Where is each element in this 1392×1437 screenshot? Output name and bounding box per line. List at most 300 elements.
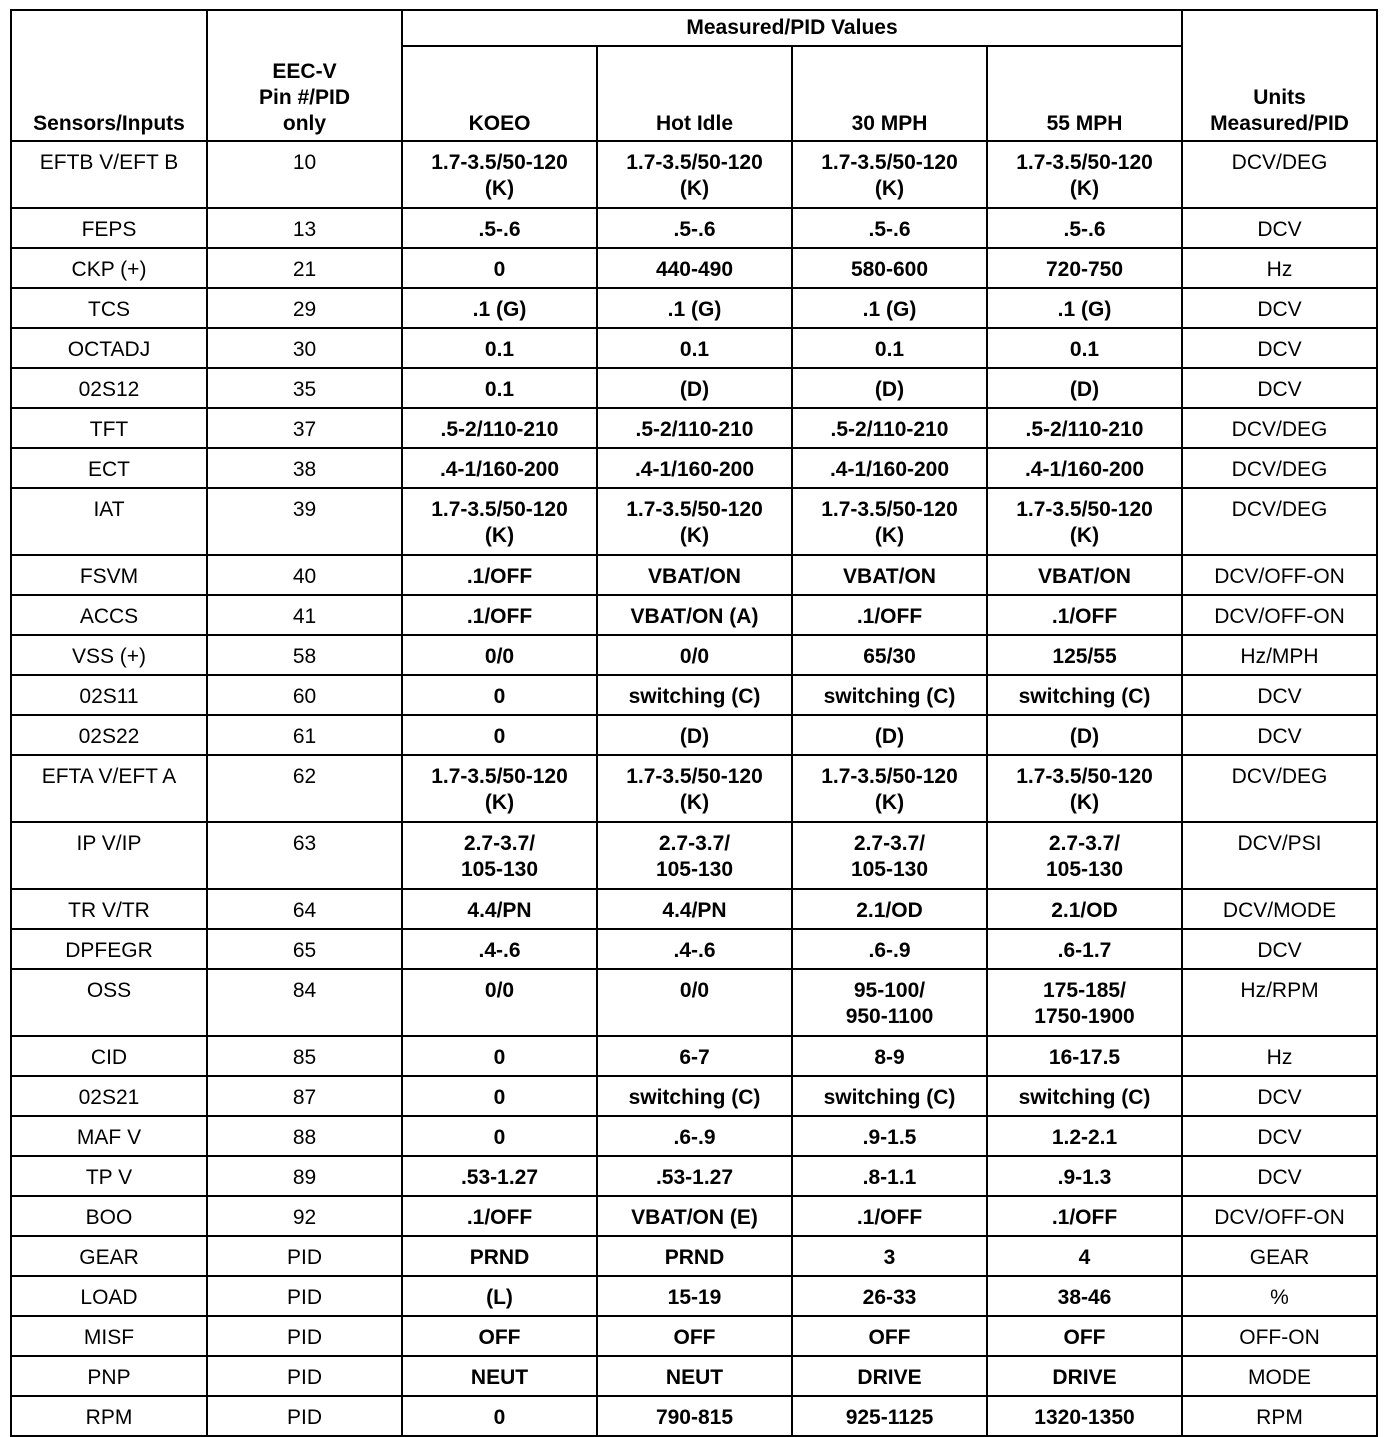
cell-line: 60 [292,685,317,708]
cell-line: DCV/DEG [1231,458,1328,481]
cell-55-mph [987,1356,1182,1396]
cell-units [1182,595,1377,635]
cell-koeo [402,1076,597,1116]
cell-line: .1/OFF [856,1206,923,1229]
cell-line: 65 [292,939,317,962]
cell-line: 0 [493,685,506,708]
pid-values-sheet [10,9,1376,1429]
cell-30-mph [792,822,987,889]
cell-line: NEUT [665,1366,724,1389]
cell-55-mph [987,635,1182,675]
cell-sensor [11,408,207,448]
cell-koeo [402,822,597,889]
cell-hot-idle [597,1356,792,1396]
pid-values-table [10,9,1378,1437]
cell-line: 0/0 [484,645,515,668]
cell-line: OSS [86,979,132,1002]
cell-koeo [402,755,597,822]
cell-line: 65/30 [863,645,916,668]
cell-line: 2.7-3.7/ [1048,832,1121,855]
cell-sensor [11,675,207,715]
cell-line: DCV [1257,1166,1302,1189]
cell-line: GEAR [1249,1246,1310,1269]
cell-line: (K) [679,791,710,814]
cell-line: 4.4/PN [662,899,727,922]
cell-hot-idle [597,328,792,368]
table-row [11,288,1377,328]
cell-55-mph [987,1276,1182,1316]
cell-pin [207,1356,402,1396]
cell-line: 0 [493,1046,506,1069]
cell-sensor [11,1196,207,1236]
table-row [11,969,1377,1036]
cell-line: PNP [87,1366,131,1389]
cell-hot-idle [597,1276,792,1316]
cell-line: .9-1.5 [862,1126,917,1149]
cell-hot-idle [597,929,792,969]
cell-line: .5-.6 [868,218,911,241]
cell-30-mph [792,635,987,675]
cell-sensor [11,1036,207,1076]
cell-line: 0.1 [679,338,710,361]
cell-line: 55 MPH [1046,112,1123,135]
cell-55-mph [987,1196,1182,1236]
cell-units [1182,368,1377,408]
cell-line: DRIVE [1052,1366,1117,1389]
cell-30-mph [792,1156,987,1196]
cell-30-mph [792,755,987,822]
cell-pin [207,328,402,368]
table-row [11,635,1377,675]
cell-line: (K) [1069,177,1100,200]
cell-line: 1750-1900 [1034,1005,1135,1028]
cell-line: DCV [1257,218,1302,241]
header-hot-idle [597,46,792,141]
cell-line: VBAT/ON [1038,565,1131,588]
cell-line: TP V [85,1166,133,1189]
cell-units [1182,715,1377,755]
cell-line: DCV [1257,298,1302,321]
cell-line: Sensors/Inputs [33,112,185,135]
cell-line: (K) [874,177,905,200]
cell-line: 2.7-3.7/ [853,832,926,855]
cell-line: RPM [1256,1406,1303,1429]
table-row [11,555,1377,595]
header-units [1182,10,1377,141]
cell-sensor [11,208,207,248]
cell-55-mph [987,141,1182,208]
cell-30-mph [792,1356,987,1396]
cell-koeo [402,248,597,288]
cell-line: FSVM [79,565,139,588]
cell-line: 37 [292,418,317,441]
cell-koeo [402,1236,597,1276]
cell-koeo [402,408,597,448]
cell-pin [207,822,402,889]
cell-line: 2.1/OD [856,899,923,922]
cell-units [1182,1396,1377,1436]
cell-30-mph [792,715,987,755]
cell-sensor [11,141,207,208]
cell-line: VSS (+) [71,645,147,668]
header-measured-group: Measured/PID Values [402,10,1182,46]
cell-line: Units [1253,86,1306,109]
cell-koeo [402,288,597,328]
cell-line: TR V/TR [68,899,150,922]
cell-line: Hz/RPM [1240,979,1319,1002]
cell-line: .5-2/110-210 [440,418,559,441]
cell-line: switching (C) [823,1086,956,1109]
cell-line: OFF [868,1326,911,1349]
cell-sensor [11,889,207,929]
cell-line: IAT [93,498,125,521]
cell-line: 35 [292,378,317,401]
cell-line: Pin #/PID [258,86,351,109]
cell-30-mph [792,288,987,328]
cell-line: DCV [1257,939,1302,962]
cell-line: .1/OFF [466,565,533,588]
cell-units [1182,1316,1377,1356]
cell-koeo [402,141,597,208]
cell-line: .1 (G) [862,298,917,321]
cell-pin [207,488,402,555]
cell-55-mph [987,1156,1182,1196]
cell-pin [207,288,402,328]
cell-units [1182,208,1377,248]
cell-line: MAF V [76,1126,142,1149]
cell-line: 61 [292,725,317,748]
cell-sensor [11,1076,207,1116]
cell-line: 105-130 [850,858,929,881]
cell-hot-idle [597,288,792,328]
cell-line: 1.7-3.5/50-120 [821,151,958,174]
cell-55-mph [987,822,1182,889]
cell-hot-idle [597,488,792,555]
cell-line: .4-.6 [673,939,716,962]
table-row [11,1396,1377,1436]
cell-line: ECT [88,458,130,481]
cell-line: 950-1100 [845,1005,934,1028]
table-row [11,1236,1377,1276]
cell-hot-idle [597,1196,792,1236]
cell-line: DCV/DEG [1231,498,1328,521]
cell-line: 1.7-3.5/50-120 [1016,151,1153,174]
cell-30-mph [792,1276,987,1316]
table-row [11,368,1377,408]
cell-pin [207,448,402,488]
cell-line: PID [286,1366,322,1389]
cell-pin [207,141,402,208]
table-row [11,715,1377,755]
cell-line: (D) [1069,725,1100,748]
table-row [11,1116,1377,1156]
cell-koeo [402,595,597,635]
table-row [11,1356,1377,1396]
cell-line: .4-1/160-200 [1024,458,1145,481]
cell-line: OFF [1063,1326,1106,1349]
cell-55-mph [987,448,1182,488]
cell-koeo [402,208,597,248]
cell-line: 87 [292,1086,317,1109]
table-row [11,1276,1377,1316]
cell-line: 1.7-3.5/50-120 [626,765,763,788]
cell-koeo [402,555,597,595]
cell-hot-idle [597,1236,792,1276]
cell-pin [207,1396,402,1436]
cell-sensor [11,929,207,969]
cell-units [1182,822,1377,889]
table-row [11,248,1377,288]
cell-line: OFF-ON [1239,1326,1320,1349]
cell-55-mph [987,1316,1182,1356]
table-row [11,595,1377,635]
cell-pin [207,929,402,969]
cell-55-mph [987,1236,1182,1276]
cell-units [1182,929,1377,969]
cell-line: Hz/MPH [1240,645,1319,668]
cell-line: 40 [292,565,317,588]
cell-line: OFF [673,1326,716,1349]
cell-pin [207,555,402,595]
cell-line: 0 [493,258,506,281]
cell-line: 02S11 [79,685,139,708]
cell-line: 21 [292,258,317,281]
cell-line: DCV/PSI [1237,832,1322,855]
cell-line: 41 [292,605,317,628]
cell-line: 440-490 [655,258,734,281]
cell-line: .6-1.7 [1057,939,1112,962]
cell-line: .1/OFF [1051,1206,1118,1229]
cell-hot-idle [597,1076,792,1116]
cell-30-mph [792,368,987,408]
cell-line: EEC-V [272,60,337,83]
cell-pin [207,1156,402,1196]
table-row [11,488,1377,555]
table-row [11,328,1377,368]
table-row [11,675,1377,715]
table-row [11,755,1377,822]
cell-pin [207,208,402,248]
cell-55-mph [987,328,1182,368]
cell-sensor [11,755,207,822]
cell-line: 4.4/PN [467,899,532,922]
cell-line: 63 [292,832,317,855]
cell-line: 0 [493,1086,506,1109]
cell-units [1182,635,1377,675]
cell-line: .5-2/110-210 [635,418,754,441]
cell-line: switching (C) [1018,685,1151,708]
cell-55-mph [987,555,1182,595]
cell-line: PID [286,1326,322,1349]
cell-pin [207,675,402,715]
cell-hot-idle [597,675,792,715]
cell-line: (K) [484,524,515,547]
cell-line: 790-815 [655,1406,734,1429]
cell-55-mph [987,288,1182,328]
cell-line: .4-.6 [478,939,521,962]
table-row [11,408,1377,448]
cell-line: IP V/IP [76,832,142,855]
cell-line: LOAD [80,1286,138,1309]
cell-line: switching (C) [628,1086,761,1109]
cell-line: (D) [874,378,905,401]
cell-line: .5-2/110-210 [830,418,949,441]
cell-sensor [11,488,207,555]
cell-pin [207,1316,402,1356]
cell-sensor [11,328,207,368]
cell-line: 6-7 [679,1046,710,1069]
cell-sensor [11,1316,207,1356]
cell-line: OCTADJ [67,338,151,361]
cell-units [1182,1036,1377,1076]
cell-line: EFTA V/EFT A [41,765,177,788]
cell-55-mph [987,675,1182,715]
cell-line: 02S21 [78,1086,140,1109]
cell-line: 0/0 [484,979,515,1002]
cell-line: 8-9 [874,1046,905,1069]
cell-sensor [11,715,207,755]
cell-line: 85 [292,1046,317,1069]
cell-units [1182,1196,1377,1236]
header-30-mph [792,46,987,141]
table-row [11,889,1377,929]
cell-line: .6-.9 [673,1126,716,1149]
cell-line: DCV [1257,338,1302,361]
cell-line: (K) [874,524,905,547]
cell-line: .5-.6 [478,218,521,241]
cell-30-mph [792,208,987,248]
cell-line: DCV [1257,685,1302,708]
cell-line: 0.1 [484,378,515,401]
cell-line: 1.7-3.5/50-120 [431,498,568,521]
cell-pin [207,889,402,929]
cell-55-mph [987,595,1182,635]
cell-line: PRND [664,1246,725,1269]
cell-sensor [11,1276,207,1316]
cell-line: DCV [1257,725,1302,748]
cell-koeo [402,1036,597,1076]
cell-sensor [11,1116,207,1156]
cell-line: 38-46 [1057,1286,1112,1309]
cell-units [1182,969,1377,1036]
cell-units [1182,288,1377,328]
cell-line: TFT [89,418,129,441]
cell-line: (K) [679,524,710,547]
cell-sensor [11,368,207,408]
cell-55-mph [987,368,1182,408]
cell-line: 58 [292,645,317,668]
cell-line: 29 [292,298,317,321]
header-koeo [402,46,597,141]
cell-line: GEAR [79,1246,139,1269]
cell-line: .8-1.1 [862,1166,917,1189]
table-row [11,1196,1377,1236]
cell-55-mph [987,969,1182,1036]
cell-sensor [11,1356,207,1396]
cell-pin [207,715,402,755]
cell-koeo [402,1356,597,1396]
cell-line: DCV [1257,1086,1302,1109]
table-body [11,141,1377,1436]
cell-line: (K) [874,791,905,814]
cell-line: 39 [292,498,317,521]
cell-line: .53-1.27 [460,1166,539,1189]
cell-line: 0/0 [679,645,710,668]
cell-30-mph [792,1396,987,1436]
cell-30-mph [792,1036,987,1076]
table-row [11,929,1377,969]
cell-line: 105-130 [1045,858,1124,881]
cell-55-mph [987,1036,1182,1076]
cell-koeo [402,675,597,715]
cell-hot-idle [597,368,792,408]
cell-pin [207,1196,402,1236]
cell-line: 105-130 [655,858,734,881]
cell-line: DPFEGR [65,939,153,962]
cell-koeo [402,448,597,488]
cell-30-mph [792,1076,987,1116]
cell-line: .53-1.27 [655,1166,734,1189]
cell-sensor [11,1156,207,1196]
cell-line: .5-.6 [673,218,716,241]
cell-hot-idle [597,1116,792,1156]
cell-line: .5-2/110-210 [1025,418,1144,441]
cell-line: .9-1.3 [1057,1166,1112,1189]
cell-line: 64 [292,899,317,922]
cell-55-mph [987,248,1182,288]
cell-30-mph [792,1116,987,1156]
cell-koeo [402,1316,597,1356]
cell-koeo [402,889,597,929]
cell-line: DCV [1257,378,1302,401]
cell-line: .1/OFF [1051,605,1118,628]
cell-hot-idle [597,141,792,208]
cell-line: (D) [1069,378,1100,401]
cell-units [1182,408,1377,448]
table-row [11,1156,1377,1196]
cell-line: 02S22 [78,725,140,748]
cell-line: 02S12 [78,378,140,401]
cell-line: DCV/DEG [1231,151,1328,174]
cell-units [1182,141,1377,208]
cell-koeo [402,969,597,1036]
cell-line: (K) [679,177,710,200]
cell-line: Hz [1266,1046,1293,1069]
cell-units [1182,889,1377,929]
cell-30-mph [792,328,987,368]
cell-sensor [11,248,207,288]
cell-pin [207,248,402,288]
cell-koeo [402,1116,597,1156]
cell-line: BOO [85,1206,133,1229]
cell-line: 1.7-3.5/50-120 [431,765,568,788]
table-row [11,1316,1377,1356]
cell-55-mph [987,1116,1182,1156]
cell-sensor [11,1236,207,1276]
cell-line: PID [286,1246,322,1269]
cell-line: 62 [292,765,317,788]
cell-hot-idle [597,595,792,635]
cell-line: 89 [292,1166,317,1189]
cell-hot-idle [597,1316,792,1356]
cell-line: DCV/DEG [1231,418,1328,441]
cell-sensor [11,555,207,595]
cell-30-mph [792,248,987,288]
cell-line: 2.7-3.7/ [658,832,731,855]
cell-line: 1.7-3.5/50-120 [1016,765,1153,788]
cell-koeo [402,635,597,675]
cell-koeo [402,488,597,555]
